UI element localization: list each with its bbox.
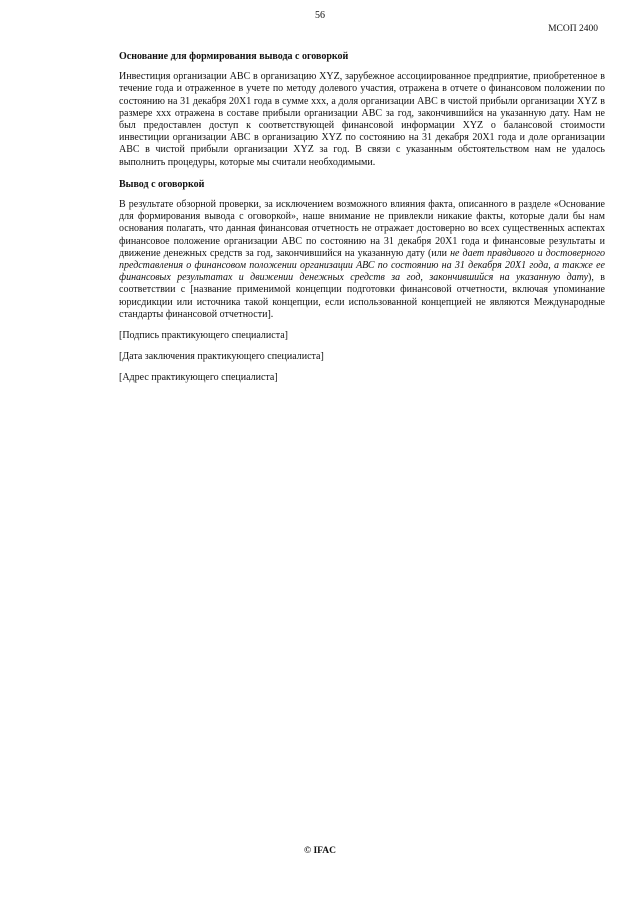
- signature-line: [Подпись практикующего специалиста]: [119, 330, 288, 342]
- conclusion-text-end: ), в соответствии с [название применимой концепции подготовки финансовой отчетности, включая упоминание юрисдикции или источника такой концепции, если использованной концепцией не являются Международные стандарты финансовой отчетности].: [119, 272, 605, 320]
- section-title-conclusion: Вывод с оговоркой: [119, 178, 205, 190]
- conclusion-text-start: В результате обзорной проверки, за исключением возможного влияния факта, описанного в разделе «Основание для формирования вывода с оговоркой», наше внимание не привлекли никакие факты, которые дали бы нам основания полагать, что данная финансовая отчетность не отражает достоверно во всех существенных аспектах финансовое положение организации АВС по состоянию на 31 декабря 20X1 года и финансовые результаты и движение денежных средств за год, закончившийся на указанную дату (или: [119, 199, 605, 259]
- page-number: 56: [315, 10, 325, 21]
- basis-paragraph: Инвестиция организации АВС в организацию XYZ, зарубежное ассоциированное предприятие, приобретенное в течение года и отраженное в учете по методу долевого участия, отражена в отчете о финансовом положении по состоянию на 31 декабря 20X1 года в сумме ххх, а доля организации АВС в чистой прибыли организации XYZ в размере ххх отражена в составе прибыли организации АВС за год, закончившийся на указанную дату. Нам не был предоставлен доступ к соответствующей финансовой информации XYZ о балансовой стоимости инвестиции организации АВС в организацию XYZ по состоянию на 31 декабря 20X1 года и доле организации АВС в чистой прибыли организации XYZ за год. В связи с указанным обстоятельством нам не удалось выполнить процедуры, которые мы считали необходимыми.: [119, 71, 605, 168]
- copyright-footer: © IFAC: [304, 846, 336, 856]
- document-code: МСОП 2400: [548, 24, 598, 34]
- date-line: [Дата заключения практикующего специалиста]: [119, 351, 324, 363]
- conclusion-paragraph: [119, 199, 605, 321]
- address-line: [Адрес практикующего специалиста]: [119, 372, 278, 384]
- section-title-basis: Основание для формирования вывода с оговоркой: [119, 51, 349, 62]
- conclusion-text-alternative: не дает правдивого и достоверного представления о финансовом положении организации АВС по состоянию на 31 декабря 20X1 года, а также ее финансовых результатах и движении денежных средств за год, закончившийся на указанную дату: [119, 247, 605, 284]
- page-content: [119, 51, 605, 385]
